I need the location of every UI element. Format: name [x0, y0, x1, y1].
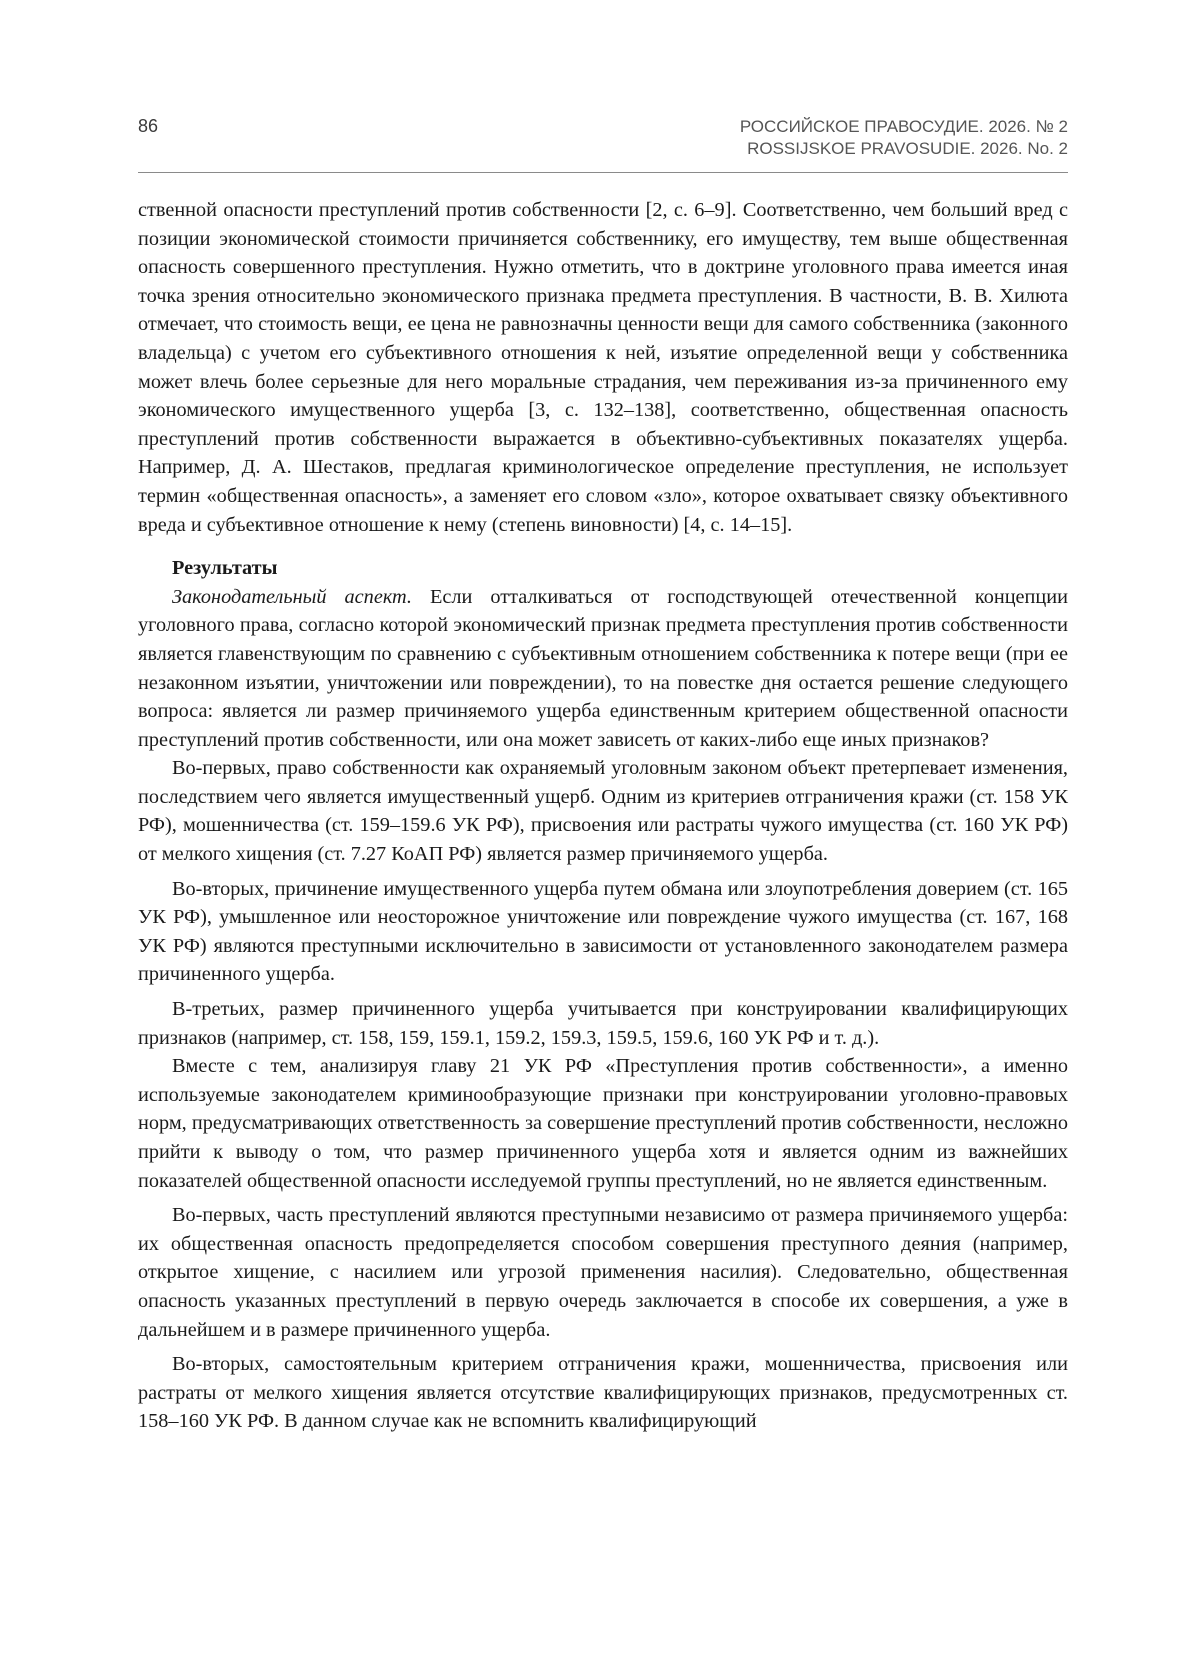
paragraph-italic-lead: Законодательный аспект.: [172, 585, 412, 608]
paragraph-text: Если отталкиваться от господствующей отечественной концепции уголовного права, согласно которой экономический признак предмета преступления против собственности является главенствующим по сравнению с субъективным отношением собственника к потере вещи (при ее незаконном изъятии, уничтожении или повреждении), то на повестке дня остается решение следующего вопроса: является ли размер причиняемого ущерба единственным критерием общественной опасности преступлений против собственности, или она может зависеть от каких-либо еще иных признаков?: [138, 585, 1068, 751]
section-heading-results: Результаты: [172, 557, 278, 580]
paragraph: Во-первых, часть преступлений являются преступными независимо от размера причиняемого ущерба: их общественная опасность предопределяется способом совершения преступного деяния (например, открытое хищение, с насилием или угрозой применения насилия). Следовательно, общественная опасность указанных преступлений в первую очередь заключается в способе их совершения, а уже в дальнейшем и в размере причиненного ущерба.: [138, 1204, 1068, 1341]
paragraph: В-третьих, размер причиненного ущерба учитывается при конструировании квалифицирующих признаков (например, ст. 158, 159, 159.1, 159.2, 159.3, 159.5, 159.6, 160 УК РФ и т. д.).: [138, 998, 1068, 1049]
paragraph: Во-вторых, самостоятельным критерием отграничения кражи, мошенничества, присвоения или растраты от мелкого хищения является отсутствие квалифицирующих признаков, предусмотренных ст. 158–160 УК РФ. В данном случае как не вспомнить квалифицирующий: [138, 1353, 1068, 1433]
page-number: 86: [138, 116, 159, 136]
journal-title-ru: РОССИЙСКОЕ ПРАВОСУДИЕ. 2026. № 2: [739, 117, 1068, 136]
paragraph: Во-вторых, причинение имущественного ущерба путем обмана или злоупотребления доверием (ст. 165 УК РФ), умышленное или неосторожное уничтожение или повреждение чужого имущества (ст. 167, 168 УК РФ) являются преступными исключительно в зависимости от установленного законодателем размера причиненного ущерба.: [138, 877, 1068, 986]
running-head: [138, 114, 1068, 173]
paragraph: Вместе с тем, анализируя главу 21 УК РФ «Преступления против собственности», а именно используемые законодателем криминообразующие признаки при конструировании уголовно-правовых норм, предусматривающих ответственность за совершение преступлений против собственности, несложно прийти к выводу о том, что размер причиненного ущерба хотя и является одним из важнейших показателей общественной опасности исследуемой группы преступлений, но не является единственным.: [138, 1055, 1068, 1192]
article-body: [138, 196, 1068, 1436]
paragraph-continued: ственной опасности преступлений против собственности [2, с. 6–9]. Соответственно, чем больший вред с позиции экономической стоимости причиняется собственнику, его имуществу, тем выше общественная опасность совершенного преступления. Нужно отметить, что в доктрине уголовного права имеется иная точка зрения относительно экономического признака предмета преступления. В частности, В. В. Хилюта отмечает, что стоимость вещи, ее цена не равнозначны ценности вещи для самого собственника (законного владельца) с учетом его субъективного отношения к ней, изъятие определенной вещи у собственника может влечь более серьезные для него моральные страдания, чем переживания из-за причиненного ему экономического имущественного ущерба [3, с. 132–138], соответственно, общественная опасность преступлений против собственности выражается в объективно-субъективных показателях ущерба. Например, Д. А. Шестаков, предлагая криминологическое определение преступления, не использует термин «общественная опасность», а заменяет его словом «зло», которое охватывает связку объективного вреда и субъективное отношение к нему (степень виновности) [4, с. 14–15].: [138, 199, 1068, 536]
paragraph-legislative-aspect: [138, 583, 1068, 755]
journal-title: [740, 116, 1068, 160]
journal-title-en: ROSSIJSKOE PRAVOSUDIE. 2026. No. 2: [747, 139, 1068, 158]
paragraph: Во-первых, право собственности как охраняемый уголовным законом объект претерпевает изменения, последствием чего является имущественный ущерб. Одним из критериев отграничения кражи (ст. 158 УК РФ), мошенничества (ст. 159–159.6 УК РФ), присвоения или растраты чужого имущества (ст. 160 УК РФ) от мелкого хищения (ст. 7.27 КоАП РФ) является размер причиняемого ущерба.: [138, 757, 1068, 866]
